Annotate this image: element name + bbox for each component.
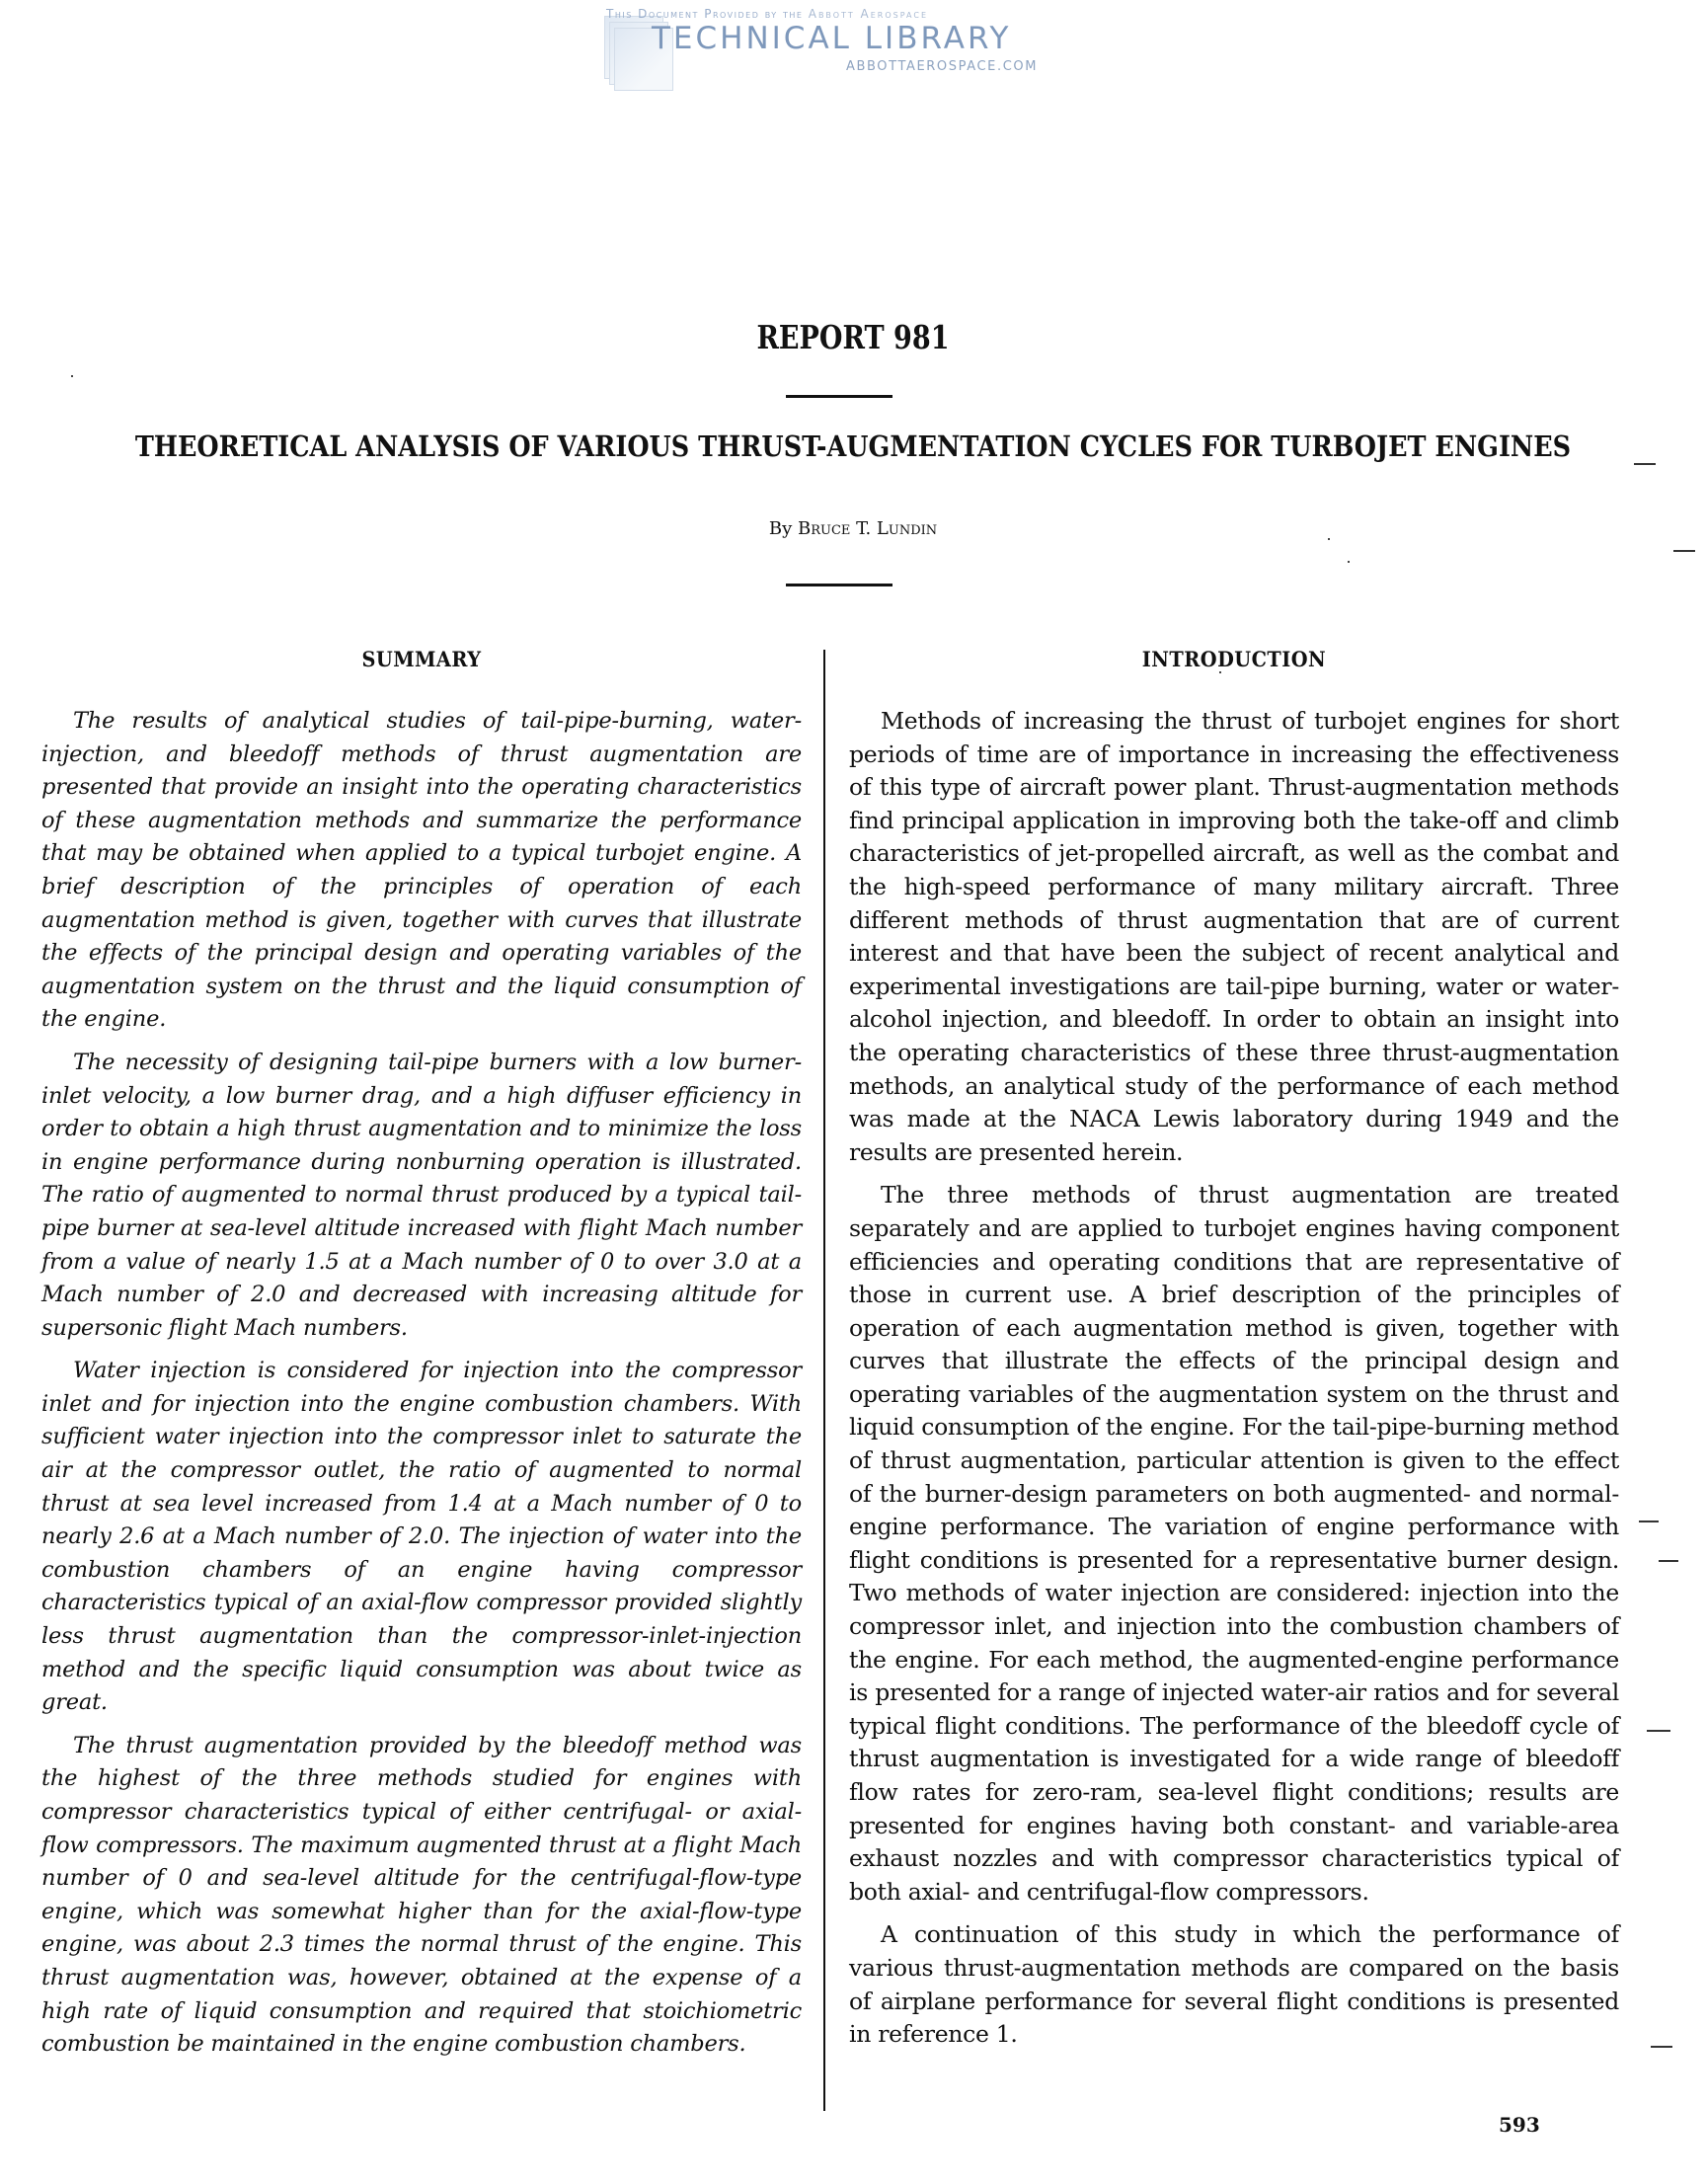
scan-artifact xyxy=(1634,463,1656,465)
introduction-column xyxy=(849,647,1619,2062)
abbott-aerospace-watermark xyxy=(604,4,1098,103)
byline-prefix: By xyxy=(768,518,793,539)
scan-artifact xyxy=(1639,1521,1659,1522)
scan-artifact xyxy=(1219,671,1221,673)
byline xyxy=(0,518,1706,539)
scan-artifact xyxy=(71,375,73,377)
introduction-paragraph: A continuation of this study in which the performance of various thrust-augmentation methods are compared on the basis of airplane performance for several flight conditions is presented in reference 1. xyxy=(849,1920,1619,2049)
column-divider xyxy=(823,650,825,2111)
watermark-brand: Abbott Aerospace xyxy=(808,7,929,21)
summary-heading: SUMMARY xyxy=(361,647,482,671)
summary-column xyxy=(41,647,802,2071)
paper-title: THEORETICAL ANALYSIS OF VARIOUS THRUST-AUGMENTATION CYCLES FOR TURBOJET ENGINES xyxy=(134,429,1572,463)
summary-paragraph: Water injection is considered for injection into the compressor inlet and for injection into the engine combustion chambers. With sufficient water injection into the compressor inlet to saturate the air at the compressor outlet, the ratio of augmented to normal thrust at sea level increased from 1.4 at a Mach number of 0 to nearly 2.6 at a Mach number of 2.0. The injection of water into the combustion chambers of an engine having compressor characteristics typical of an axial-flow compressor provided slightly less thrust augmentation than the compressor-inlet-injection method and the specific liquid consumption was about twice as great. xyxy=(41,1358,802,1716)
scan-artifact xyxy=(1348,561,1350,563)
scan-artifact xyxy=(1673,550,1695,552)
scan-artifact xyxy=(1647,1730,1670,1732)
watermark-provided-by xyxy=(606,7,928,21)
report-number: REPORT 981 xyxy=(756,318,950,356)
header-rule-top xyxy=(786,395,892,398)
header-rule-bottom xyxy=(786,584,892,586)
watermark-prefix: This Document Provided by the xyxy=(606,7,804,21)
watermark-url: ABBOTTAEROSPACE.COM xyxy=(846,59,1039,74)
introduction-paragraph: Methods of increasing the thrust of turbojet engines for short periods of time are of importance in increasing the effectiveness of this type of aircraft power plant. Thrust-augmentation methods find principal application in improving both the take-off and climb characteristics of jet-propelled aircraft, as well as the combat and the high-speed performance of many military aircraft. Three different methods of thrust augmentation that are of current interest and that have been the subject of recent analytical and experimental investigations are tail-pipe burning, water or water-alcohol injection, and bleedoff. In order to obtain an insight into the operating characteristics of these three thrust-augmentation methods, an analytical study of the performance of each method was made at the NACA Lewis laboratory during 1949 and the results are presented herein. xyxy=(849,707,1619,1166)
summary-paragraph: The results of analytical studies of tail-pipe-burning, water-injection, and bleedoff methods of thrust augmentation are presented that provide an insight into the operating characteristics of these augmentation methods and summarize the performance that may be obtained when applied to a typical turbojet engine. A brief description of the principles of operation of each augmentation method is given, together with curves that illustrate the effects of the principal design and operating variables of the augmentation system on the thrust and the liquid consumption of the engine. xyxy=(41,708,802,1033)
summary-paragraph: The necessity of designing tail-pipe burners with a low burner-inlet velocity, a low burner drag, and a high diffuser efficiency in order to obtain a high thrust augmentation and to minimize the loss in engine performance during nonburning operation is illustrated. The ratio of augmented to normal thrust produced by a typical tail-pipe burner at sea-level altitude increased with flight Mach number from a value of nearly 1.5 at a Mach number of 0 to over 3.0 at a Mach number of 2.0 and decreased with increasing altitude for supersonic flight Mach numbers. xyxy=(41,1049,802,1341)
scan-artifact xyxy=(1651,2046,1672,2048)
watermark-technical-library: TECHNICAL LIBRARY xyxy=(652,21,1012,56)
introduction-paragraph: The three methods of thrust augmentation are treated separately and are applied to turbojet engines having component efficiencies and operating conditions that are representative of those in current use. A brief description of the principles of operation of each augmentation method is given, together with curves that illustrate the effects of the principal design and operating variables of the augmentation system on the thrust and liquid consumption of the engine. For the tail-pipe-burning method of thrust augmentation, particular attention is given to the effect of the burner-design parameters on both augmented- and normal-engine performance. The variation of engine performance with flight conditions is presented for a representative burner design. Two methods of water injection are considered: injection into the compressor inlet, and injection into the combustion chambers of the engine. For each method, the augmented-engine performance is presented for a range of injected water-air ratios and for several typical flight conditions. The performance of the bleedoff cycle of thrust augmentation is investigated for a wide range of bleedoff flow rates for zero-ram, sea-level flight conditions; results are presented for engines having both constant- and variable-area exhaust nozzles and with compressor characteristics typical of both axial- and centrifugal-flow compressors. xyxy=(849,1181,1619,1906)
scan-artifact xyxy=(1659,1560,1678,1562)
scan-artifact xyxy=(1328,538,1330,540)
page-number: 593 xyxy=(1499,2113,1540,2137)
introduction-heading: INTRODUCTION xyxy=(1141,647,1327,671)
summary-paragraph: The thrust augmentation provided by the bleedoff method was the highest of the three methods studied for engines with compressor characteristics typical of either centrifugal- or axial-flow compressors. The maximum augmented thrust at a flight Mach number of 0 and sea-level altitude for the centrifugal-flow-type engine, which was somewhat higher than for the axial-flow-type engine, was about 2.3 times the normal thrust of the engine. This thrust augmentation was, however, obtained at the expense of a high rate of liquid consumption and required that stoichiometric combustion be maintained in the engine combustion chambers. xyxy=(41,1732,802,2058)
author-name: Bruce T. Lundin xyxy=(797,518,938,539)
